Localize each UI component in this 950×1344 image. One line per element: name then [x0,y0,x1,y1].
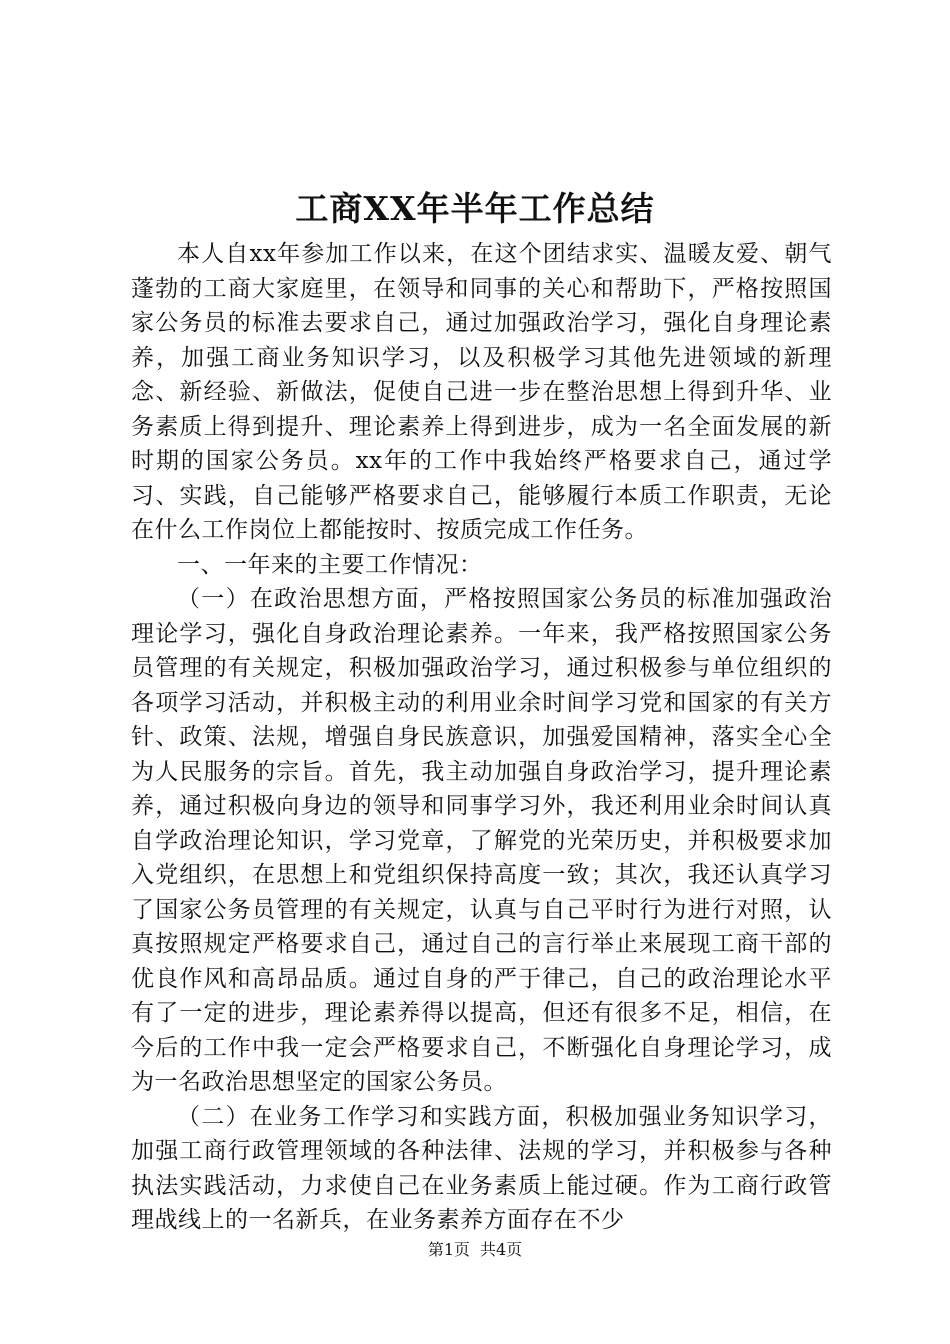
page-number: 第1页 [427,1240,470,1259]
document-title: 工商XX年半年工作总结 [295,189,655,228]
paragraph-business-study: （二）在业务工作学习和实践方面，积极加强业务知识学习，加强工商行政管理领域的各种法律、法规的学习，并积极参与各种执法实践活动，力求使自己在业务素质上能过硬。作为工商行政管理战线上的一名新兵，在业务素养方面存在不少 [131,1103,832,1233]
paragraph-political-thought: （一）在政治思想方面，严格按照国家公务员的标准加强政治理论学习，强化自身政治理论素养。一年来，我严格按照国家公务员管理的有关规定，积极加强政治学习，通过积极参与单位组织的各项学习活动，并积极主动的利用业余时间学习党和国家的有关方针、政策、法规，增强自身民族意识，加强爱国精神，落实全心全为人民服务的宗旨。首先，我主动加强自身政治学习，提升理论素养，通过积极向身边的领导和同事学习外，我还利用业余时间认真自学政治理论知识，学习党章，了解党的光荣历史，并积极要求加入党组织，在思想上和党组织保持高度一致；其次，我还认真学习了国家公务员管理的有关规定，认真与自己平时行为进行对照，认真按照规定严格要求自己，通过自己的言行举止来展现工商干部的优良作风和高昂品质。通过自身的严于律己，自己的政治理论水平有了一定的进步，理论素养得以提高，但还有很多不足，相信，在今后的工作中我一定会严格要求自己，不断强化自身理论学习，成为一名政治思想坚定的国家公务员。 [131,586,832,1095]
paragraph-intro: 本人自xx年参加工作以来，在这个团结求实、温暖友爱、朝气蓬勃的工商大家庭里，在领导和同事的关心和帮助下，严格按照国家公务员的标准去要求自己，通过加强政治学习，强化自身理论素养，加强工商业务知识学习，以及积极学习其他先进领域的新理念、新经验、新做法，促使自己进一步在整治思想上得到升华、业务素质上得到提升、理论素养上得到进步，成为一名全面发展的新时期的国家公务员。xx年的工作中我始终严格要求自己，通过学习、实践，自己能够严格要求自己，能够履行本质工作职责，无论在什么工作岗位上都能按时、按质完成工作任务。 [131,241,832,543]
page-total: 共4页 [480,1240,523,1259]
paragraph-section-heading: 一、一年来的主要工作情况： [177,551,483,578]
page-footer [0,1240,950,1260]
document-body [131,237,832,1238]
